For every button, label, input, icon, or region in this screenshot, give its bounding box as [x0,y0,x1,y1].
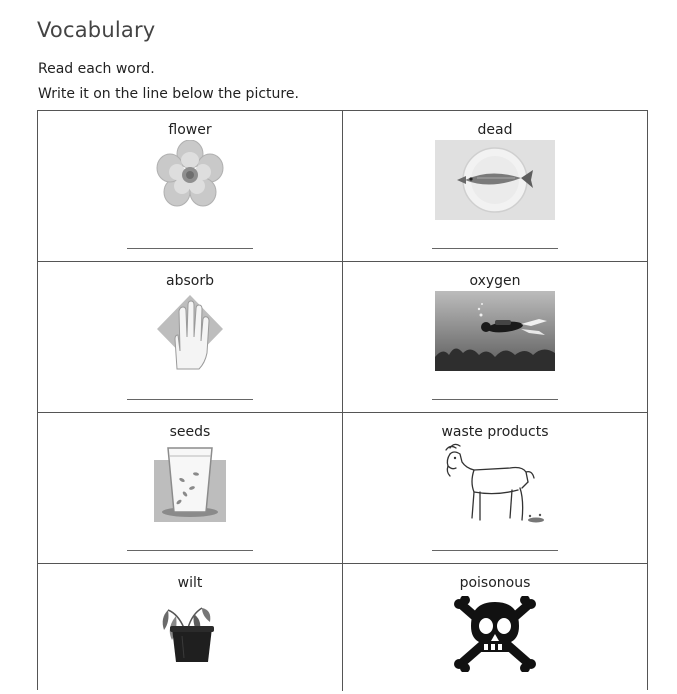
answer-line[interactable] [432,550,558,551]
vocab-word: absorb [166,273,214,289]
vocab-card-waste-products [343,413,647,563]
vocab-word: flower [168,122,212,138]
instruction-write: Write it on the line below the picture. [38,86,299,102]
answer-line[interactable] [432,248,558,249]
vocab-word: dead [477,122,513,138]
instruction-read: Read each word. [38,61,155,77]
answer-line[interactable] [127,248,253,249]
page-title: Vocabulary [37,18,156,42]
vocab-card-poisonous [343,564,647,694]
vocab-word: poisonous [459,575,531,591]
hand-on-sponge-icon [155,291,225,375]
vocab-card-absorb [38,262,342,412]
answer-line[interactable] [127,399,253,400]
grid-row [38,564,647,694]
flower-icon [155,140,225,214]
vocab-word: wilt [177,575,203,591]
vocab-word: oxygen [469,273,521,289]
vocab-word: waste products [441,424,549,440]
grid-row [38,111,647,262]
seeds-in-glass-icon [154,442,226,526]
vocab-card-flower [38,111,342,261]
vocab-card-wilt [38,564,342,694]
grid-row [38,262,647,413]
answer-line[interactable] [432,399,558,400]
wilted-plant-icon [158,600,222,668]
vocab-card-seeds [38,413,342,563]
dead-fish-on-plate-icon [435,140,555,224]
vocab-card-dead [343,111,647,261]
vocab-word: seeds [169,424,211,440]
scuba-diver-icon [435,291,555,375]
answer-line[interactable] [127,550,253,551]
grid-row [38,413,647,564]
goat-icon [440,442,550,530]
vocabulary-grid [37,110,648,690]
skull-crossbones-icon [453,596,537,676]
vocab-card-oxygen [343,262,647,412]
